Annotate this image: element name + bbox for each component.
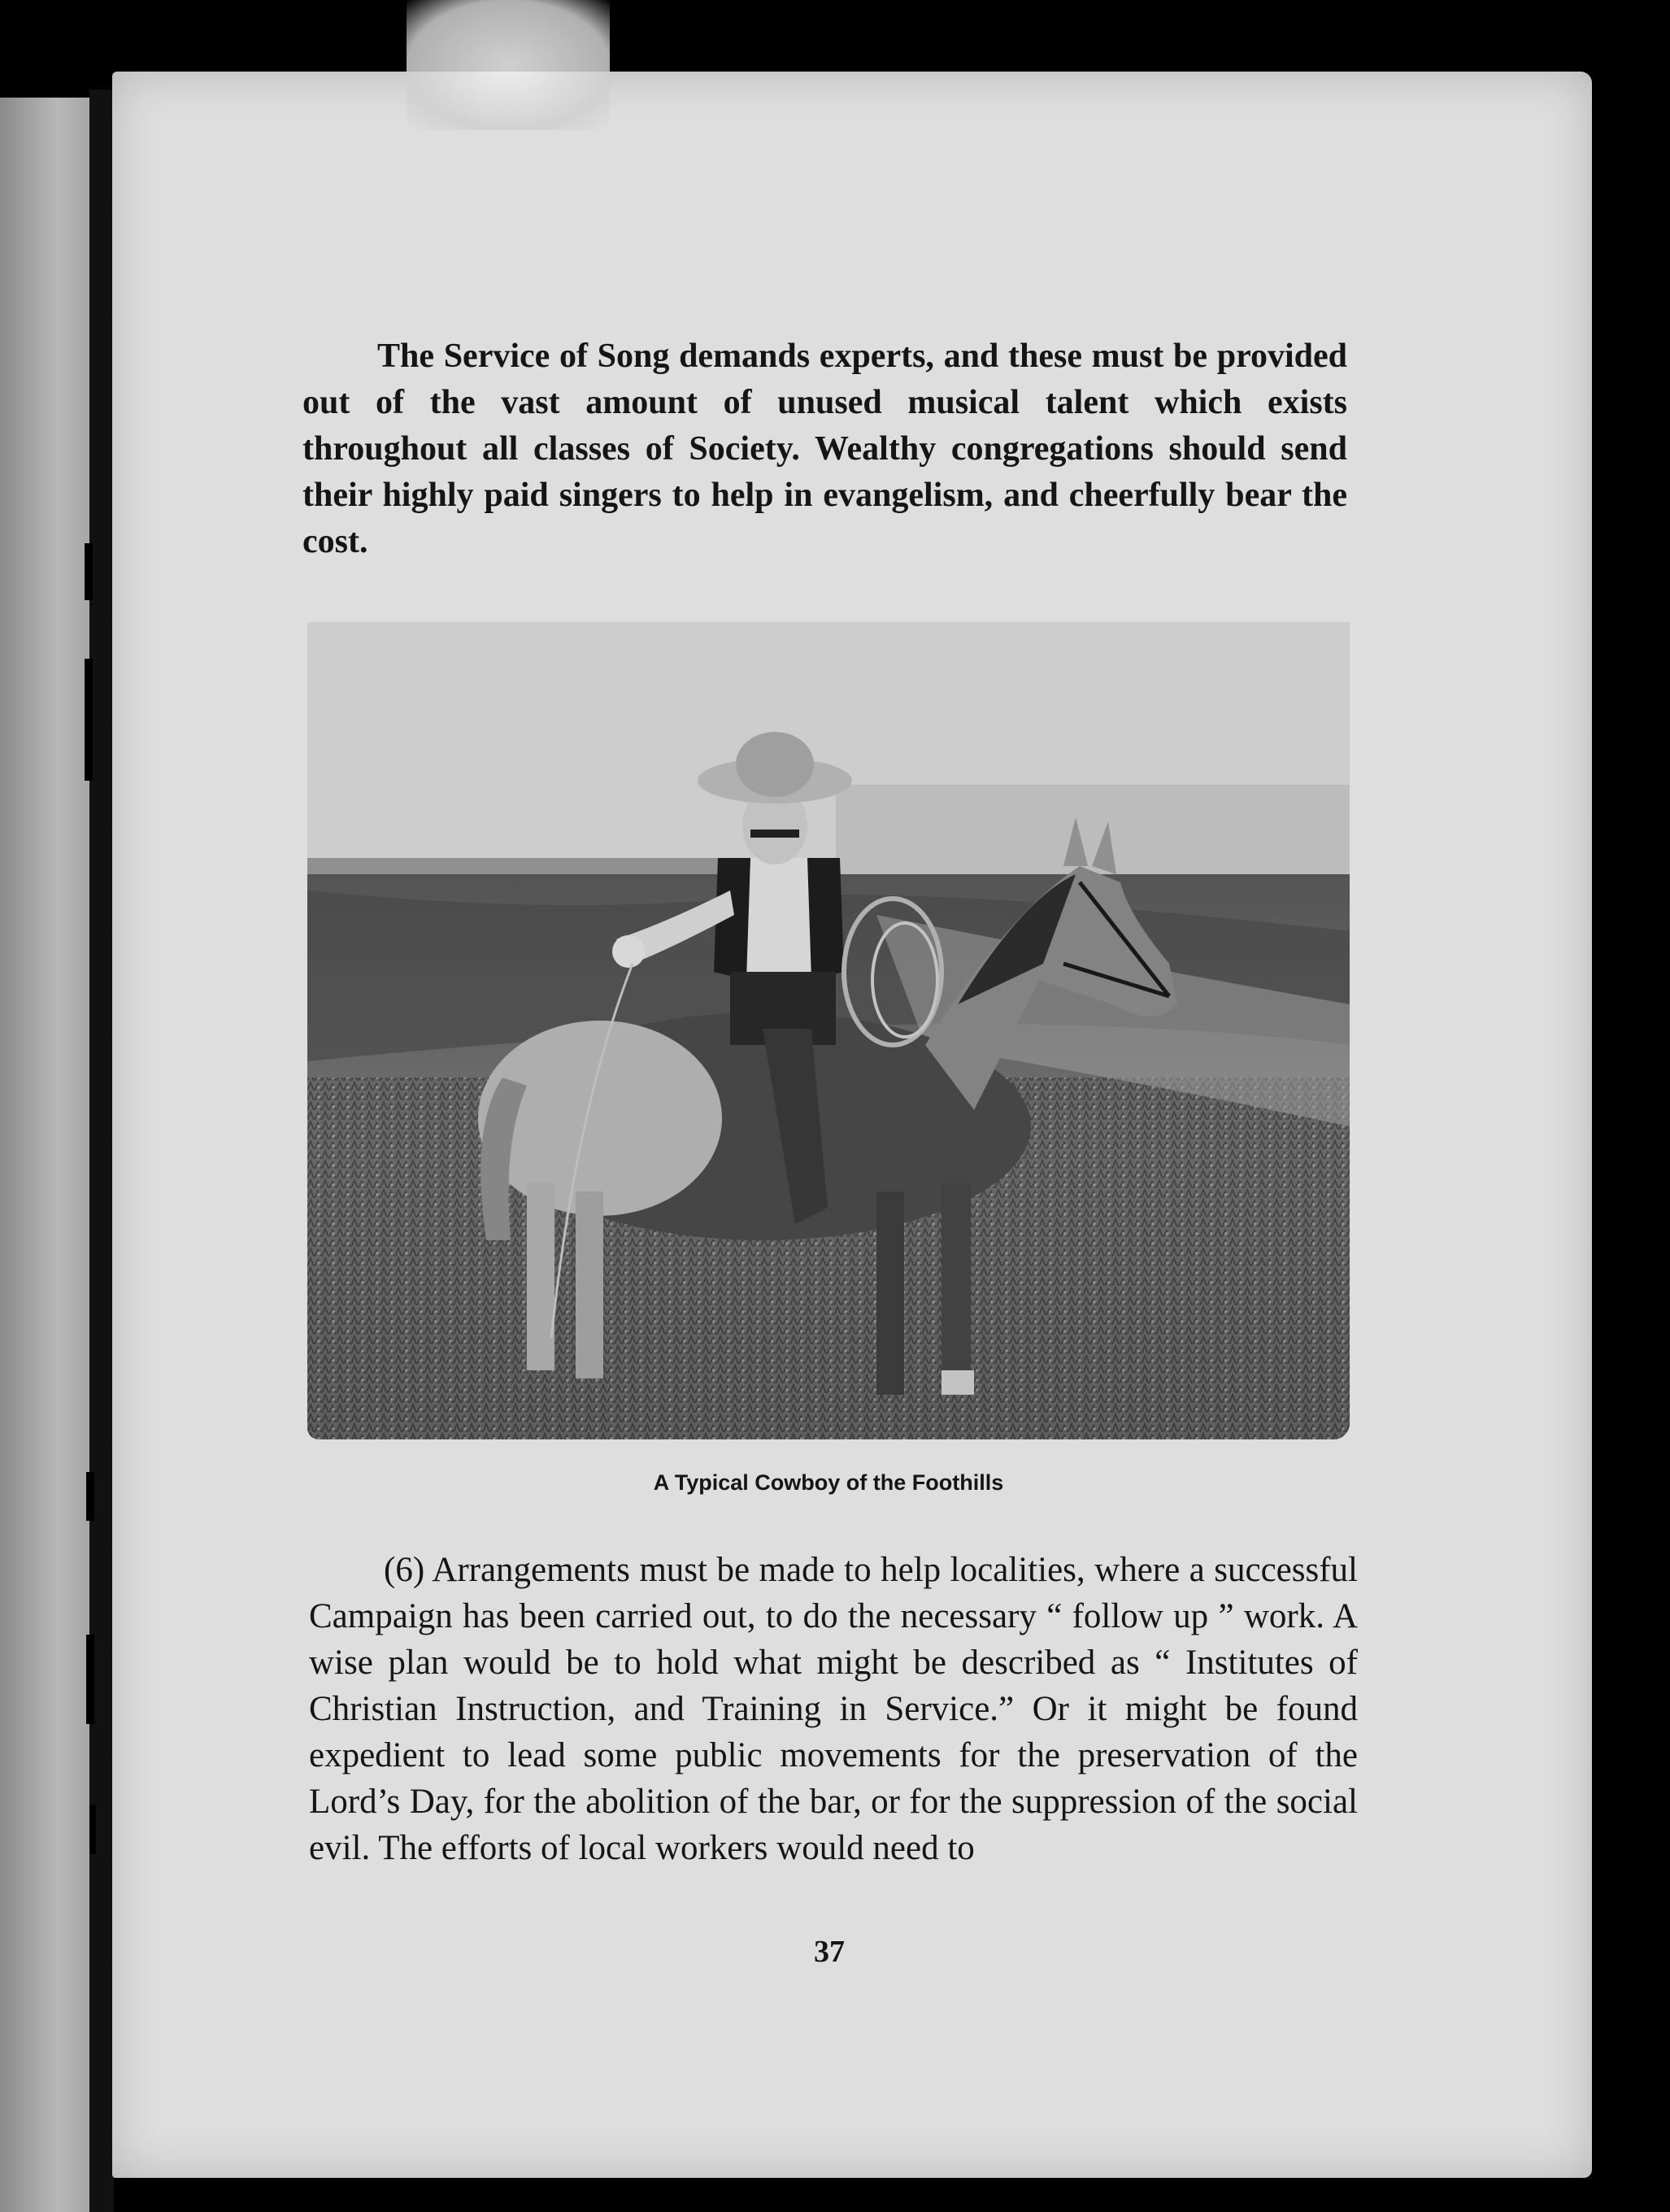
paragraph-service-of-song: The Service of Song demands experts, and these must be provided out of the vast amount of unused musical talent which exists throughout all classes of Society. Wealthy congregations should send their highly paid singers to help in evangelism, and cheerfully bear the cost. (302, 337, 1347, 560)
binding-mark (86, 1472, 94, 1521)
binding-mark (85, 543, 93, 600)
binding-mark (89, 1805, 96, 1854)
photo-caption: A Typical Cowboy of the Foothills (653, 1470, 1004, 1495)
page-number: 37 (814, 1935, 845, 1969)
binding-mark (86, 1635, 94, 1724)
binding-mark (85, 659, 93, 781)
facing-page-edge (0, 98, 96, 2212)
cowboy-photograph (307, 622, 1350, 1439)
paragraph-arrangements: (6) Arrangements must be made to help localities, where a successful Campaign has been carried out, to do the necessary “ follow up ” work. A wise plan would be to hold what might be described as “ Institutes of Christian Instruction, and Training in Service.” Or it might be found expedient to lead some public movements for the preservation of the Lord’s Day, for the abolition of the bar, or for the suppression of the social evil. The efforts of local workers would need to (309, 1551, 1358, 1867)
book-spine (89, 89, 114, 2212)
tape-residue (407, 0, 610, 130)
